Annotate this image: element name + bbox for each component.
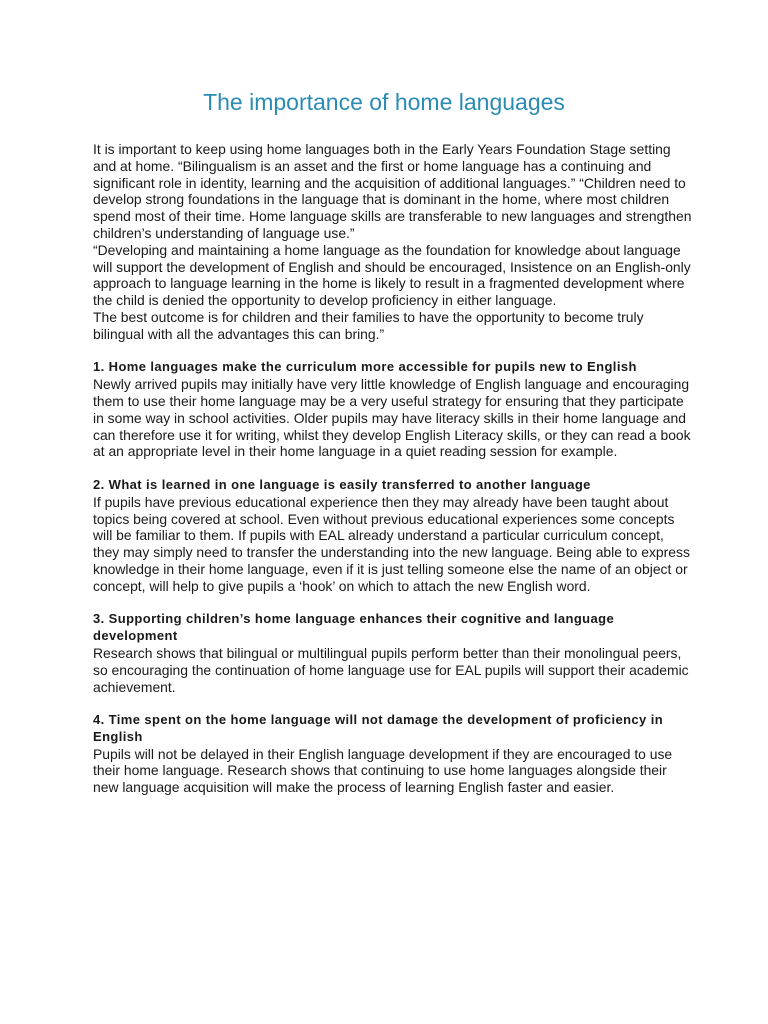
section-body: If pupils have previous educational experience then they may already have been taught about topics being covered at school. Even without previous educational experiences some concepts will be familiar to them. If pupils with EAL already understand a particular curriculum concept, they may simply need to transfer the understanding into the new language. Being able to express knowledge in their home language, even if it is just telling someone else the name of an object or concept, will help to give pupils a ‘hook’ on which to attach the new English word. <box>93 493 690 594</box>
section-heading: 3. Supporting children’s home language enhances their cognitive and language development <box>93 611 615 644</box>
section-body: Pupils will not be delayed in their English language development if they are encouraged to use their home language. Research shows that continuing to use home languages alongside their new language acquisition will make the process of learning English faster and easier. <box>93 745 673 796</box>
intro-paragraph: “Developing and maintaining a home language as the foundation for knowledge about language will support the development of English and should be encouraged, Insistence on an English-only approach to language learning in the home is likely to result in a fragmented development where the child is denied the opportunity to develop proficiency in either language. <box>93 241 691 309</box>
section-body: Research shows that bilingual or multilingual pupils perform better than their monolingual peers, so encouraging the continuation of home language use for EAL pupils will support their academic achievement. <box>93 644 689 695</box>
section-heading: 4. Time spent on the home language will not damage the development of proficiency in English <box>93 712 664 744</box>
intro-paragraph: It is important to keep using home languages both in the Early Years Foundation Stage setting and at home. “Bilingualism is an asset and the first or home language has a continuing and significant role in identity, learning and the acquisition of additional languages.” “Children need to develop strong foundations in the language that is dominant in the home, where most children spend most of their time. Home language skills are transferable to new languages and strengthen children’s understanding of language use.” <box>93 141 692 241</box>
section-heading: 2. What is learned in one language is easily transferred to another language <box>93 476 591 492</box>
paragraph-spacer <box>93 460 693 477</box>
paragraph-spacer <box>93 343 693 360</box>
section-body: Newly arrived pupils may initially have very little knowledge of English language and encouraging them to use their home language may be a very useful strategy for ensuring that they participate in some way in school activities. Older pupils may have literacy skills in their home language and can therefore use it for writing, whilst they develop English Literacy skills, or they can read a book at an appropriate level in their home language in a quiet reading session for example. <box>93 376 691 460</box>
paragraph-spacer <box>93 595 693 612</box>
page-title: The importance of home languages <box>203 89 565 115</box>
intro-paragraph: The best outcome is for children and their families to have the opportunity to become truly bilingual with all the advantages this can bring.” <box>93 308 644 342</box>
section-heading: 1. Home languages make the curriculum more accessible for pupils new to English <box>93 359 637 375</box>
document-body <box>93 141 693 796</box>
paragraph-spacer <box>93 695 693 712</box>
